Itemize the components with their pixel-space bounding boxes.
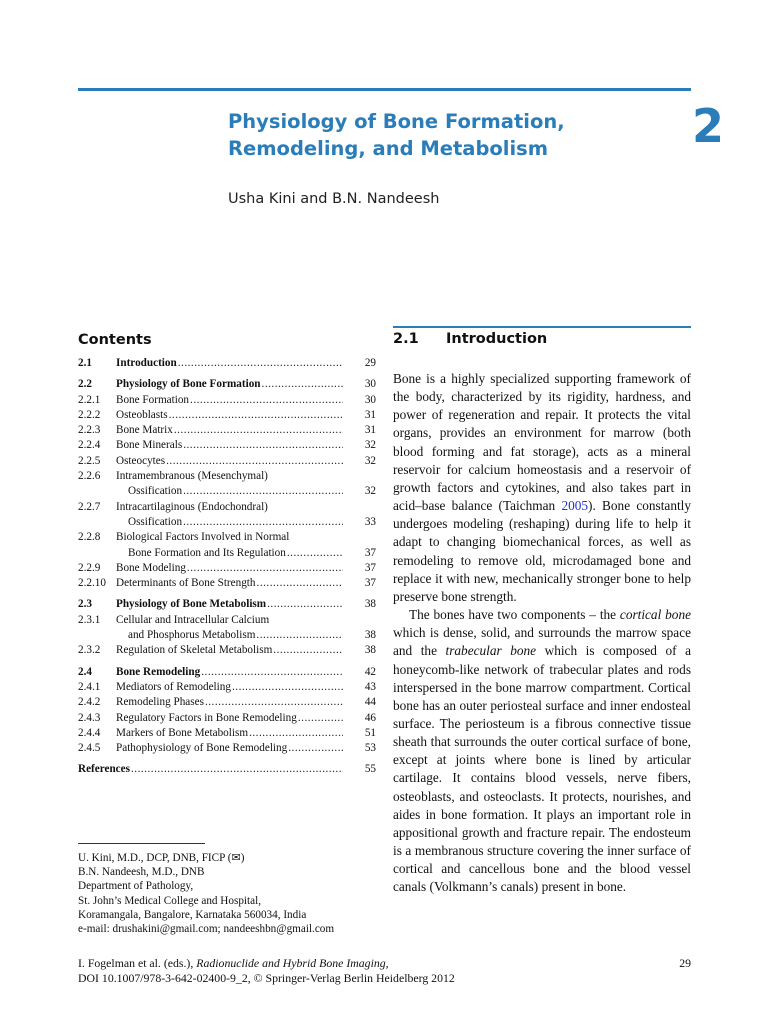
toc-leader-dots (187, 561, 343, 576)
toc-entry-number: 2.4.1 (78, 680, 101, 693)
toc-entry-page: 32 (364, 485, 376, 498)
toc-entry-number: 2.2.8 (78, 531, 101, 544)
toc-leader-dots (183, 484, 343, 499)
affiliation-line: B.N. Nandeesh, M.D., DNB (78, 866, 205, 879)
table-of-contents (78, 356, 376, 778)
toc-entry-number: 2.2.7 (78, 500, 101, 513)
toc-entry-title: Physiology of Bone Metabolism (116, 598, 267, 611)
chapter-title-line-1: Physiology of Bone Formation, (228, 110, 565, 133)
toc-entry[interactable] (78, 530, 376, 561)
toc-leader-dots (131, 762, 343, 777)
toc-entry-page: 44 (364, 696, 376, 709)
toc-entry[interactable] (78, 680, 376, 695)
toc-entry-title-continued: Bone Formation and Its Regulation (128, 546, 286, 559)
top-rule (78, 88, 691, 91)
toc-entry-page: 32 (364, 439, 376, 452)
toc-entry-number: 2.2.1 (78, 393, 101, 406)
toc-entry-title: Bone Matrix (116, 424, 173, 437)
toc-leader-dots (166, 454, 343, 469)
toc-entry-number: 2.2 (78, 378, 92, 391)
toc-entry-number: 2.4.5 (78, 742, 101, 755)
body-text (393, 370, 691, 897)
toc-leader-dots (178, 356, 343, 371)
affiliation-line: Department of Pathology, (78, 880, 194, 893)
toc-entry-title: Determinants of Bone Strength (116, 577, 256, 590)
toc-entry-page: 30 (364, 378, 376, 391)
toc-entry-title: Bone Minerals (116, 439, 183, 452)
emphasis-term: cortical bone (619, 607, 691, 623)
paragraph-text: Bone is a highly specialized supporting framework of the body, characterized by its rigidity, hardness, and power of regeneration and repair. It protects the vital organs, provides an environment for marrow (both blood forming and fat storage), acts as a mineral reservoir for calcium homeostasis and a reservoir of growth factors and cytokines, and also takes part in acid–base balance (Taichman (393, 371, 691, 514)
toc-leader-dots (201, 665, 343, 680)
toc-leader-dots (205, 695, 343, 710)
toc-entry-page: 38 (364, 598, 376, 611)
toc-entry-page: 43 (364, 680, 376, 693)
toc-entry-page: 37 (364, 577, 376, 590)
toc-entry-title-continued: Ossification (128, 485, 183, 498)
toc-entry-number: 2.2.6 (78, 470, 101, 483)
paragraph-text: ). Bone constantly undergoes modeling (reshaping) during life to help it adapt to changing biomechanical forces, as well as remodeling to remove old, microdamaged bone and replace it with new, mechanically stronger bone to help preserve bone strength. (393, 498, 692, 604)
toc-entry-number: 2.4.4 (78, 726, 101, 739)
toc-entry-title-continued: and Phosphorus Metabolism (128, 629, 256, 642)
section-title: Introduction (446, 331, 548, 347)
toc-leader-dots (169, 408, 343, 423)
toc-entry[interactable] (78, 561, 376, 576)
toc-entry-page: 32 (364, 454, 376, 467)
paragraph-text: which is dense, solid, and surrounds the marrow space and the (393, 625, 691, 659)
toc-leader-dots (183, 438, 343, 453)
toc-entry-number: 2.4.3 (78, 711, 101, 724)
chapter-number: 2 (692, 99, 725, 153)
affiliation-line: e-mail: drushakini@gmail.com; nandeeshbn@gmail.com (78, 923, 335, 936)
toc-entry-page: 38 (364, 644, 376, 657)
contents-heading: Contents (78, 332, 152, 348)
toc-leader-dots (249, 726, 343, 741)
toc-entry-number: 2.2.10 (78, 577, 106, 590)
toc-entry-page: 37 (364, 546, 376, 559)
footer-text: , (385, 956, 389, 970)
toc-entry-number: 2.3.2 (78, 644, 101, 657)
toc-entry-page: 53 (364, 742, 376, 755)
affiliation-line: Koramangala, Bangalore, Karnataka 560034, India (78, 908, 307, 921)
chapter-title-line-2: Remodeling, and Metabolism (228, 137, 549, 160)
section-heading (393, 331, 547, 347)
toc-entry-number: 2.2.9 (78, 561, 101, 574)
toc-entry[interactable] (78, 408, 376, 423)
toc-entry[interactable] (78, 726, 376, 741)
toc-entry-number: 2.3.1 (78, 613, 101, 626)
footer-text: I. Fogelman et al. (eds.), (78, 956, 197, 970)
toc-entry-number: 2.2.2 (78, 408, 101, 421)
toc-leader-dots (256, 628, 343, 643)
toc-entry-title: Markers of Bone Metabolism (116, 726, 249, 739)
toc-entry-page: 30 (364, 393, 376, 406)
section-number: 2.1 (393, 331, 419, 347)
citation-link[interactable]: 2005 (561, 498, 589, 514)
toc-entry-title: Regulatory Factors in Bone Remodeling (116, 711, 297, 724)
toc-entry[interactable] (78, 393, 376, 408)
paragraph (393, 370, 691, 606)
toc-entry-page: 38 (364, 629, 376, 642)
toc-entry[interactable] (78, 597, 376, 612)
toc-entry-title: Osteoblasts (116, 408, 168, 421)
toc-entry-title: Bone Modeling (116, 561, 186, 574)
toc-entry[interactable] (78, 643, 376, 658)
toc-entry-page: 33 (364, 515, 376, 528)
toc-entry[interactable] (78, 377, 376, 392)
toc-leader-dots (183, 515, 343, 530)
toc-entry-number: 2.4.2 (78, 696, 101, 709)
toc-entry-title-continued: Ossification (128, 515, 183, 528)
toc-entry-title: Pathophysiology of Bone Remodeling (116, 742, 288, 755)
toc-entry-title: Intramembranous (Mesenchymal) (116, 470, 268, 483)
toc-entry-title: Biological Factors Involved in Normal (116, 531, 290, 544)
book-title: Radionuclide and Hybrid Bone Imaging (196, 956, 386, 970)
toc-leader-dots (288, 741, 343, 756)
toc-entry-page: 29 (364, 357, 376, 369)
toc-entry[interactable] (78, 695, 376, 710)
toc-leader-dots (267, 597, 343, 612)
affiliation-line: U. Kini, M.D., DCP, DNB, FICP (✉) (78, 852, 245, 864)
toc-entry-title: Remodeling Phases (116, 696, 204, 709)
footer-doi-line: DOI 10.1007/978-3-642-02400-9_2, © Springer-Verlag Berlin Heidelberg 2012 (78, 971, 455, 985)
toc-entry-number: 2.2.3 (78, 424, 101, 437)
affiliation-line: St. John’s Medical College and Hospital, (78, 894, 262, 907)
toc-entry[interactable] (78, 423, 376, 438)
toc-leader-dots (262, 377, 343, 392)
toc-entry[interactable] (78, 454, 376, 469)
emphasis-term: trabecular bone (445, 643, 537, 659)
toc-entry-title: Bone Formation (116, 393, 190, 406)
page-footer (78, 956, 691, 986)
toc-entry[interactable] (78, 500, 376, 531)
toc-entry[interactable] (78, 762, 376, 777)
chapter-authors: Usha Kini and B.N. Nandeesh (228, 191, 440, 207)
paragraph (393, 606, 691, 897)
toc-leader-dots (273, 643, 343, 658)
paragraph-text: The bones have two components – the (409, 607, 620, 623)
toc-entry-page: 46 (364, 711, 376, 724)
toc-entry[interactable] (78, 469, 376, 500)
toc-leader-dots (190, 393, 343, 408)
toc-entry-page: 55 (364, 763, 376, 776)
chapter-title (228, 108, 565, 162)
page-number: 29 (679, 956, 691, 970)
toc-entry-number: 2.3 (78, 598, 92, 611)
toc-leader-dots (287, 546, 343, 561)
toc-entry-number: 2.4 (78, 665, 92, 678)
toc-leader-dots (257, 576, 343, 591)
toc-entry-title: Mediators of Remodeling (116, 680, 231, 693)
toc-leader-dots (232, 680, 343, 695)
toc-entry[interactable] (78, 576, 376, 591)
toc-entry-page: 37 (364, 561, 376, 574)
toc-entry[interactable] (78, 741, 376, 756)
toc-entry-number: 2.1 (78, 357, 92, 369)
toc-entry-title: Bone Remodeling (116, 665, 201, 678)
toc-entry-title: Introduction (116, 357, 177, 369)
author-affiliation (78, 851, 378, 936)
toc-entry-title: Intracartilaginous (Endochondral) (116, 500, 268, 513)
toc-leader-dots (298, 711, 343, 726)
toc-entry-number: 2.2.5 (78, 454, 101, 467)
toc-entry-page: 31 (364, 424, 376, 437)
toc-entry-page: 42 (364, 665, 376, 678)
toc-entry-page: 51 (364, 726, 376, 739)
toc-entry[interactable] (78, 613, 376, 644)
toc-entry-title: Regulation of Skeletal Metabolism (116, 644, 273, 657)
toc-leader-dots (174, 423, 343, 438)
toc-entry-page: 31 (364, 408, 376, 421)
footer-citation-line (78, 956, 691, 971)
toc-entry[interactable] (78, 665, 376, 680)
toc-entry[interactable] (78, 438, 376, 453)
toc-entry-title: Cellular and Intracellular Calcium (116, 613, 270, 626)
toc-entry-title: Physiology of Bone Formation (116, 378, 261, 391)
toc-entry-title: References (78, 763, 130, 776)
toc-entry[interactable] (78, 356, 376, 371)
section-rule (393, 326, 691, 328)
toc-entry-number: 2.2.4 (78, 439, 101, 452)
footnote-rule (78, 843, 205, 844)
paragraph-text: which is composed of a honeycomb-like network of trabecular plates and rods interspersed in the bone marrow compartment. Cortical bone has an outer periosteal surface and inner endosteal surface. The periosteum is a fibrous connective tissue sheath that surrounds the outer cortical surface of bone, except at joints where bone is lined by articular cartilage. It contains blood vessels, nerve fibers, osteoblasts, and osteoclasts. It protects, nourishes, and aides in bone formation. It plays an important role in appositional growth and fracture repair. The endosteum is a membranous structure covering the inner surface of cortical and cancellous bone and the blood vessel canals (Volkmann’s canals) present in bone. (393, 643, 692, 895)
toc-entry-title: Osteocytes (116, 454, 166, 467)
toc-entry[interactable] (78, 711, 376, 726)
